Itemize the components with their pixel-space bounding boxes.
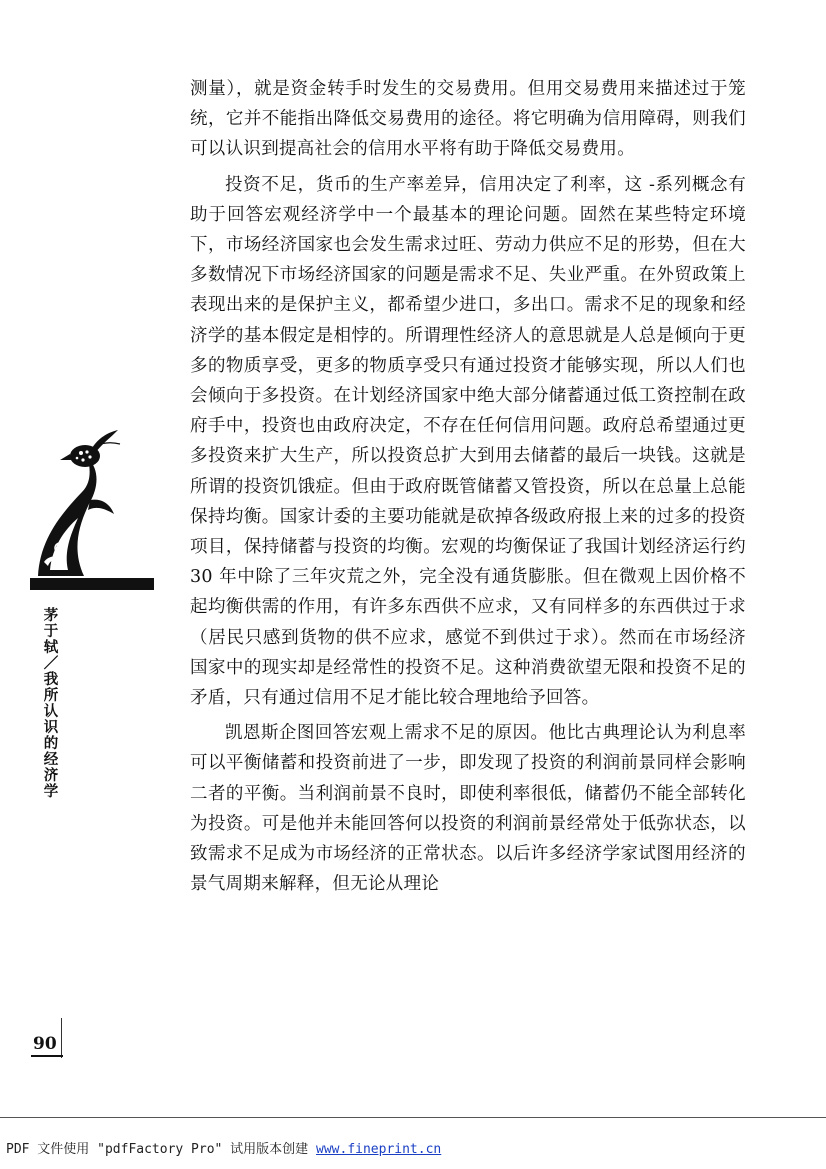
side-title: 茅于轼／我所认识的经济学 [43,608,59,800]
footer-divider [0,1117,826,1118]
footer-link[interactable]: www.fineprint.cn [316,1142,442,1157]
paragraph-3: 凯恩斯企图回答宏观上需求不足的原因。他比古典理论认为利息率可以平衡储蓄和投资前进了一步，即发现了投资的利润前景同样会影响二者的平衡。当利润前景不良时，即使利率很低，储蓄仍不能全部转化为投资。可是他并未能回答何以投资的利润前景经常处于低弥状态，以致需求不足成为市场经济的正常状态。以后许多经济学家试图用经济的景气周期来解释，但无论从理论 [190,723,746,895]
footer [6,1138,441,1157]
margin-divider [61,1018,62,1058]
page-number-underline [31,1055,63,1057]
paragraph-1: 测量），就是资金转手时发生的交易费用。但用交易费用来描述过于笼统，它并不能指出降低交易费用的途径。将它明确为信用障碍，则我们可以认识到提高社会的信用水平将有助于降低交易费用。 [190,79,746,160]
body-text [190,74,746,904]
page-number: 90 [33,1034,57,1054]
paragraph-2: 投资不足，货币的生产率差异，信用决定了利率，这 -系列概念有助于回答宏观经济学中一个最基本的理论问题。固然在某些特定环境下，市场经济国家也会发生需求过旺、劳动力供应不足的形势，但在大多数情况下市场经济国家的问题是需求不足、失业严重。在外贸政策上表现出来的是保护主义，都希望少进口，多出口。需求不足的现象和经济学的基本假定是相悖的。所谓理性经济人的意思就是人总是倾向于更多的物质享受，更多的物质享受只有通过投资才能够实现，所以人们也会倾向于多投资。在计划经济国家中绝大部分储蓄通过低工资控制在政府手中，投资也由政府决定，不存在任何信用问题。政府总希望通过更多投资来扩大生产，所以投资总扩大到用去储蓄的最后一块钱。这就是所谓的投资饥饿症。但由于政府既管储蓄又管投资，所以在总量上总能保持均衡。国家计委的主要功能就是砍掉各级政府报上来的过多的投资项目，保持储蓄与投资的均衡。宏观的均衡保证了我国计划经济运行约 30 年中除了三年灾荒之外，完全没有通货膨胀。但在微观上因价格不起均衡供需的作用，有许多东西供不应求，又有同样多的东西供过于求（居民只感到货物的供不应求，感觉不到供过于求）。然而在市场经济国家中的现实却是经常性的投资不足。这种消费欲望无限和投资不足的矛盾，只有通过信用不足才能比较合理地给予回答。 [190,174,746,709]
footer-text: PDF 文件使用 "pdfFactory Pro" 试用版本创建 [6,1142,309,1157]
bird-ornament-icon [30,430,154,608]
